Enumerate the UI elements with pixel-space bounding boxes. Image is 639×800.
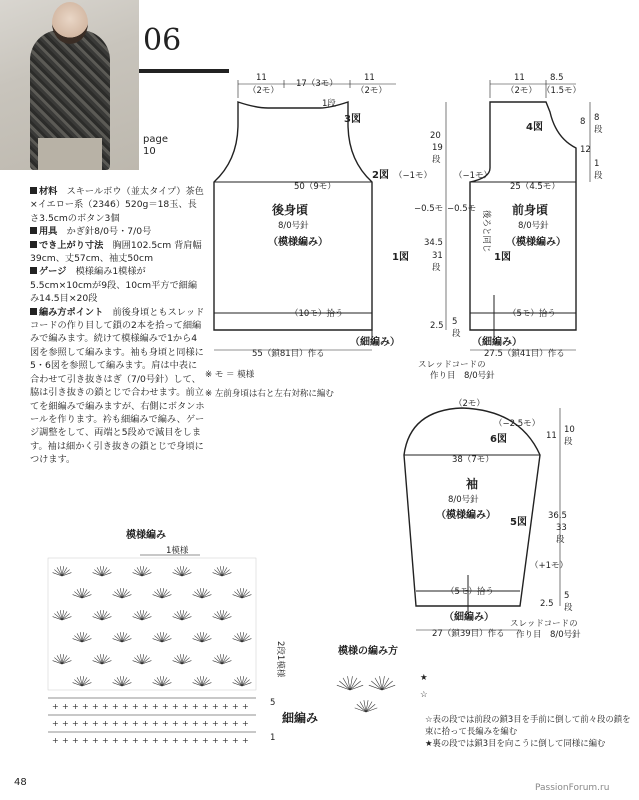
svg-text:+: + xyxy=(232,702,239,711)
sleeve-h2b: 33 xyxy=(556,523,567,533)
svg-text:+: + xyxy=(172,736,179,745)
front-r2b: 1 xyxy=(594,159,600,169)
svg-text:+: + xyxy=(162,719,169,728)
sleeve-minus: （−2.5モ） xyxy=(494,419,541,429)
svg-text:+: + xyxy=(72,719,79,728)
svg-text:+: + xyxy=(192,719,199,728)
sleeve-top: （2モ） xyxy=(454,399,485,409)
back-title: 後身頃 xyxy=(272,203,309,217)
front-pickup: （5モ）拾う xyxy=(508,309,556,319)
sleeve-bottom: 27（鎖39目）作る xyxy=(432,629,505,639)
svg-text:+: + xyxy=(202,736,209,745)
svg-text:+: + xyxy=(52,736,59,745)
back-h2c: 段 xyxy=(432,263,441,273)
back-minus1: （−1モ） xyxy=(394,171,433,181)
svg-text:+: + xyxy=(142,736,149,745)
svg-text:+: + xyxy=(62,702,69,711)
front-top2: 8.5 xyxy=(550,73,564,83)
back-h1b: 19 xyxy=(432,143,443,153)
svg-text:+: + xyxy=(212,702,219,711)
svg-text:+: + xyxy=(142,719,149,728)
sleeve-needle: 8/0号針 xyxy=(448,495,479,505)
sleeve-pattern: （模様編み） xyxy=(436,510,496,521)
sleeve-h1b: 10 xyxy=(564,425,575,435)
svg-text:+: + xyxy=(112,736,119,745)
svg-text:+: + xyxy=(102,702,109,711)
sleeve-fig5: 5図 xyxy=(510,517,527,528)
pattern-number: 06 xyxy=(143,23,182,58)
svg-text:+: + xyxy=(72,702,79,711)
svg-text:+: + xyxy=(82,702,89,711)
front-r1: 8 xyxy=(580,117,586,127)
chart-fans xyxy=(53,566,252,686)
svg-text:+: + xyxy=(222,736,229,745)
svg-text:+: + xyxy=(162,736,169,745)
svg-text:+: + xyxy=(212,719,219,728)
front-r2: 12 xyxy=(580,145,591,155)
sleeve-h3b: 5 xyxy=(564,591,570,601)
svg-text:+: + xyxy=(92,702,99,711)
back-h3c: 段 xyxy=(452,329,461,339)
back-h1: 20 xyxy=(430,131,441,141)
svg-text:+: + xyxy=(152,702,159,711)
sleeve-piece xyxy=(404,399,581,640)
sleeve-pickup: （5モ）拾う xyxy=(446,587,494,597)
front-r2c: 段 xyxy=(594,171,603,181)
svg-text:+: + xyxy=(182,736,189,745)
svg-text:+: + xyxy=(152,736,159,745)
svg-text:+: + xyxy=(202,702,209,711)
sleeve-h3c: 段 xyxy=(564,603,573,613)
front-top2-sub: （1.5モ） xyxy=(542,86,582,96)
back-width: 50（9モ） xyxy=(294,182,336,192)
sleeve-fig6: 6図 xyxy=(490,434,507,445)
front-needle: 8/0号針 xyxy=(518,221,549,231)
svg-text:+: + xyxy=(52,719,59,728)
front-cord2: 作り目 8/0号針 xyxy=(430,371,495,381)
back-h1c: 段 xyxy=(432,155,441,165)
svg-text:+: + xyxy=(102,736,109,745)
chart-sc: 細編み xyxy=(282,711,319,725)
svg-text:+: + xyxy=(182,702,189,711)
watermark: PassionForum.ru xyxy=(535,783,610,793)
svg-text:+: + xyxy=(122,736,129,745)
svg-text:+: + xyxy=(242,736,249,745)
svg-text:+: + xyxy=(132,702,139,711)
back-fig1: 1図 xyxy=(392,252,409,263)
svg-text:+: + xyxy=(172,719,179,728)
svg-text:+: + xyxy=(212,736,219,745)
sleeve-h1: 11 xyxy=(546,431,557,441)
front-fig1: 1図 xyxy=(494,252,511,263)
svg-text:+: + xyxy=(232,719,239,728)
back-fig3: 3図 xyxy=(344,114,361,125)
sleeve-h3: 2.5 xyxy=(540,599,554,609)
svg-text:+: + xyxy=(222,719,229,728)
svg-text:+: + xyxy=(72,736,79,745)
sleeve-h1c: 段 xyxy=(564,437,573,447)
front-r1c: 段 xyxy=(594,125,603,135)
svg-text:+: + xyxy=(162,702,169,711)
front-top1-sub: （2モ） xyxy=(506,86,537,96)
front-top1: 11 xyxy=(514,73,525,83)
svg-text:+: + xyxy=(172,702,179,711)
svg-text:+: + xyxy=(142,702,149,711)
svg-text:+: + xyxy=(122,702,129,711)
front-fig4: 4図 xyxy=(526,122,543,133)
sleeve-cord2: 作り目 8/0号針 xyxy=(516,630,581,640)
svg-text:+: + xyxy=(52,702,59,711)
chart-row5: 5 xyxy=(270,698,276,708)
svg-text:+: + xyxy=(242,702,249,711)
back-sc: （細編み） xyxy=(350,337,400,348)
back-half-left: −0.5モ xyxy=(414,204,444,214)
svg-text:+: + xyxy=(92,736,99,745)
svg-text:+: + xyxy=(62,719,69,728)
chart-repeat: 1模様 xyxy=(166,546,189,556)
front-same-as-back: 後ろと同じ xyxy=(481,210,491,253)
svg-text:+: + xyxy=(92,719,99,728)
svg-text:+: + xyxy=(192,736,199,745)
front-bottom: 27.5（鎖41目）作る xyxy=(484,349,565,359)
svg-text:★: ★ xyxy=(420,673,428,683)
back-h3: 2.5 xyxy=(430,321,444,331)
sleeve-width: 38（7モ） xyxy=(452,455,494,465)
front-cord: スレッドコードの xyxy=(418,360,486,370)
front-r1b: 8 xyxy=(594,113,600,123)
svg-text:+: + xyxy=(112,702,119,711)
back-needle: 8/0号針 xyxy=(278,221,309,231)
front-sc: （細編み） xyxy=(472,337,522,348)
svg-text:+: + xyxy=(102,719,109,728)
svg-text:+: + xyxy=(82,719,89,728)
back-top-left: 11 xyxy=(256,73,267,83)
back-top-left-sub: （2モ） xyxy=(248,86,279,96)
bottom-notes: ☆表の段では前段の鎖3目を手前に倒して前々段の鎖を束に拾って長編みを編む ★裏の段では鎖3目を向こうに倒して同様に編む xyxy=(425,714,631,748)
chart-row1: 1 xyxy=(270,733,276,743)
svg-text:+: + xyxy=(132,719,139,728)
back-top-right-sub: （2モ） xyxy=(356,86,387,96)
svg-text:+: + xyxy=(152,719,159,728)
back-h3b: 5 xyxy=(452,317,458,327)
back-h2b: 31 xyxy=(432,251,443,261)
back-piece xyxy=(214,73,461,359)
back-bottom: 55（鎖81目）作る xyxy=(252,349,325,359)
svg-text:+: + xyxy=(122,719,129,728)
svg-text:+: + xyxy=(62,736,69,745)
svg-text:+: + xyxy=(82,736,89,745)
back-top-right: 11 xyxy=(364,73,375,83)
materials-text: 材料 スキールボウ（並太タイプ）茶色×イエロー系（2346）520g＝18玉、長さ3.5cmのボタン3個 用具 かぎ針8/0号・7/0号 でき上がり寸法 胸囲102.5cm 背肩幅39cm、丈57cm、袖丈50cm ゲージ 模様編み1模様が5.5cm×10cmが9段、10cm平方で細編み14.5目×20段 編み方ポイント 前後身頃ともスレッドコードの作り目して鎖の2本を拾って細編みで編みます。続けて模様編みで1から4図を参照して編みます。袖も身頃と同様に5・6図を参照して編みます。肩は中表に合わせて引き抜きはぎ（7/0号針）して、脇は引き抜きの鎖とじで合わせます。前立てを細編みで編みますが、右側にボタンホールを作ります。衿も細編みで編み、ゲージ調整をして、両端と5段めで減目をします。袖は細かく引き抜きの鎖とじで身頃につけます。 xyxy=(30,186,205,466)
stitch-chart xyxy=(48,528,318,745)
sleeve-sc: （細編み） xyxy=(444,612,494,623)
front-minus1: （−1モ） xyxy=(454,171,493,181)
chart-title: 模様編み xyxy=(126,530,166,541)
back-fig2: 2図 xyxy=(372,170,389,181)
front-title: 前身頃 xyxy=(512,203,549,217)
sleeve-title: 袖 xyxy=(466,477,479,491)
svg-text:+: + xyxy=(182,719,189,728)
svg-text:☆: ☆ xyxy=(420,690,428,700)
svg-text:+: + xyxy=(112,719,119,728)
svg-text:+: + xyxy=(202,719,209,728)
stitch-howto xyxy=(337,644,428,712)
svg-text:+: + xyxy=(222,702,229,711)
back-pickup: （10モ）拾う xyxy=(290,309,344,319)
back-pattern: （模様編み） xyxy=(268,237,328,248)
front-width: 25（4.5モ） xyxy=(510,182,560,192)
sleeve-plus: （+1モ） xyxy=(530,561,569,571)
howto-title: 模様の編み方 xyxy=(338,646,398,657)
notes: ※ モ ＝ 模様 ※ 左前身頃は右と左右対称に編む xyxy=(205,370,334,399)
svg-text:+: + xyxy=(242,719,249,728)
svg-text:+: + xyxy=(192,702,199,711)
back-h2: 34.5 xyxy=(424,238,443,248)
sleeve-h2c: 段 xyxy=(556,535,565,545)
back-row1: 1段 xyxy=(322,99,336,109)
sleeve-h2: 36.5 xyxy=(548,511,567,521)
page-reference: page 10 xyxy=(143,134,168,157)
back-top-mid: 17（3モ） xyxy=(296,79,338,89)
sleeve-cord: スレッドコードの xyxy=(510,619,578,629)
svg-text:+: + xyxy=(232,736,239,745)
front-pattern: （模様編み） xyxy=(506,237,566,248)
back-half-right: −0.5モ xyxy=(447,204,477,214)
howto-fans xyxy=(337,676,395,712)
page-number: 48 xyxy=(14,777,27,788)
chart-sc-rows xyxy=(52,702,249,745)
chart-rows: 2段1模様 xyxy=(275,641,285,678)
svg-text:+: + xyxy=(132,736,139,745)
